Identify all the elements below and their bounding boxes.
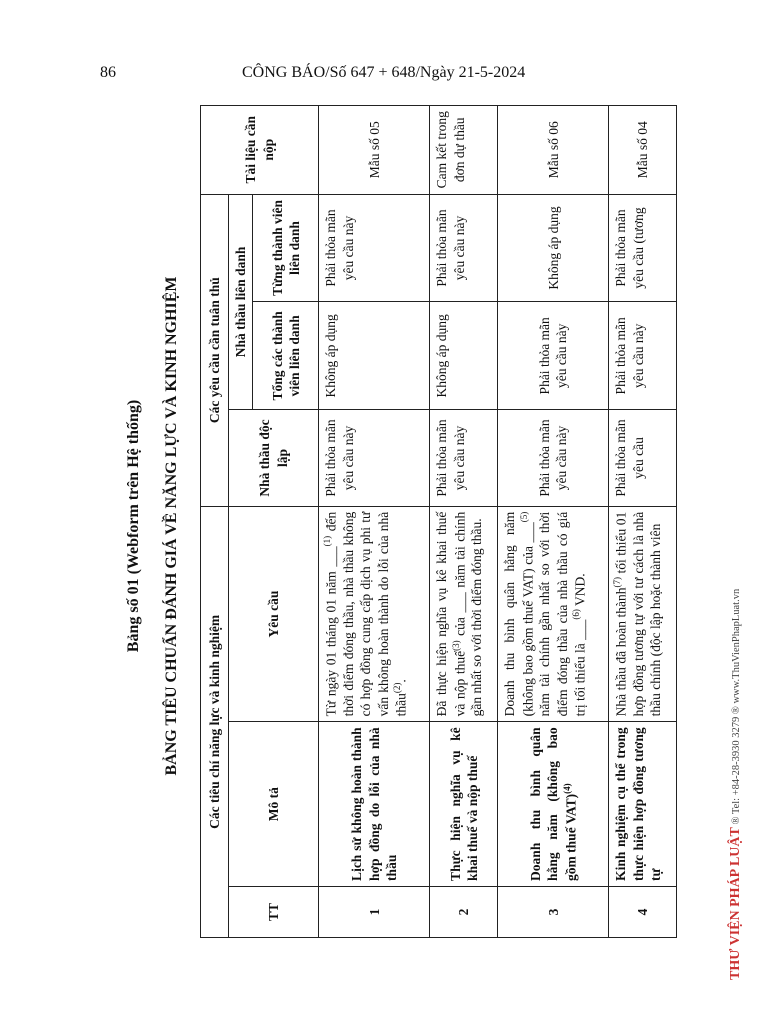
row-requirement: Đã thực hiện nghĩa vụ kê khai thuế và nộp thuế$^{(3)}$ của ___ năm tài chính gần nhất so với thời điểm đóng thầu.: [430, 506, 498, 722]
gazette-title: CÔNG BÁO/Số 647 + 648/Ngày 21-5-2024: [242, 64, 526, 81]
row-independent: Phải thỏa mãn yêu cầu: [609, 410, 677, 506]
row-docs: Mẫu số 05: [319, 106, 430, 195]
row-docs: Cam kết trong đơn dự thầu: [430, 106, 498, 195]
row-number: 4: [609, 886, 677, 937]
criteria-group-header: Các tiêu chí năng lực và kinh nghiệm: [201, 506, 229, 937]
rotated-page: [125, 101, 664, 951]
watermark: [728, 540, 748, 980]
row-description: Doanh thu bình quân hằng năm (không bao gồm thuế VAT)$^{(4)}$: [498, 722, 609, 887]
row-jv-each: Phải thỏa mãn yêu cầu (tương: [609, 194, 677, 302]
row-number: 3: [498, 886, 609, 937]
row-jv-each: Không áp dụng: [498, 194, 609, 302]
table-row: [430, 106, 498, 938]
tt-header: TT: [229, 886, 319, 937]
watermark-brand: THƯ VIỆN PHÁP LUẬT: [728, 827, 743, 980]
row-requirement: Doanh thu bình quân hằng năm (không bao gồm thuế VAT) của ___$^{(5)}$ năm tài chính gần nhất so với thời điểm đóng thầu của nhà thầu có giá trị tối thiểu là ___$^{(6)}$ VND.: [498, 506, 609, 722]
watermark-contact: ® Tel: +84-28-3930 3279 ® www.ThuVienPhapLuat.vn: [731, 588, 742, 825]
row-jv-total: Không áp dụng: [430, 302, 498, 410]
row-jv-each: Phải thỏa mãn yêu cầu này: [319, 194, 430, 302]
jv-total-header: Tổng các thành viên liên danh: [253, 302, 319, 410]
row-jv-total: Không áp dụng: [319, 302, 430, 410]
row-independent: Phải thỏa mãn yêu cầu này: [498, 410, 609, 506]
table-row: [319, 106, 430, 938]
row-description: Kinh nghiệm cụ thể trong thực hiện hợp đồng tương tự: [609, 722, 677, 887]
table-row: [498, 106, 609, 938]
row-requirement: Nhà thầu đã hoàn thành$^{(7)}$ tối thiểu 01 hợp đồng tương tự với tư cách là nhà thầu chính (độc lập hoặc thành viên: [609, 506, 677, 722]
row-description: Thực hiện nghĩa vụ kê khai thuế và nộp thuế: [430, 722, 498, 887]
independent-header: Nhà thầu độc lập: [229, 410, 319, 506]
yeucau-header: Yêu cầu: [229, 506, 319, 722]
page-header: [0, 58, 768, 88]
row-jv-total: Phải thỏa mãn yêu cầu này: [498, 302, 609, 410]
jv-each-header: Từng thành viên liên danh: [253, 194, 319, 302]
row-jv-total: Phải thỏa mãn yêu cầu này: [609, 302, 677, 410]
table-label: Bảng số 01 (Webform trên Hệ thống): [125, 399, 142, 653]
jv-group-header: Nhà thầu liên danh: [229, 194, 253, 410]
row-jv-each: Phải thỏa mãn yêu cầu này: [430, 194, 498, 302]
row-description: Lịch sử không hoàn thành hợp đồng do lỗi của nhà thầu: [319, 722, 430, 887]
table-row: [609, 106, 677, 938]
mota-header: Mô tả: [229, 722, 319, 887]
row-independent: Phải thỏa mãn yêu cầu này: [430, 410, 498, 506]
criteria-table: [200, 105, 677, 938]
document-title: BẢNG TIÊU CHUẨN ĐÁNH GIÁ VỀ NĂNG LỰC VÀ KINH NGHIỆM: [163, 276, 180, 776]
requirements-group-header: Các yêu cầu cần tuân thủ: [201, 194, 229, 506]
page-number: 86: [100, 64, 116, 81]
row-requirement: Từ ngày 01 tháng 01 năm ___$^{(1)}$ đến thời điểm đóng thầu, nhà thầu không có hợp đồng cung cấp dịch vụ phi tư vấn không hoàn thành do lỗi của nhà thầu$^{(2)}$.: [319, 506, 430, 722]
row-number: 1: [319, 886, 430, 937]
row-docs: Mẫu số 06: [498, 106, 609, 195]
docs-header: Tài liệu cần nộp: [201, 106, 319, 195]
row-independent: Phải thỏa mãn yêu cầu này: [319, 410, 430, 506]
row-docs: Mẫu số 04: [609, 106, 677, 195]
row-number: 2: [430, 886, 498, 937]
